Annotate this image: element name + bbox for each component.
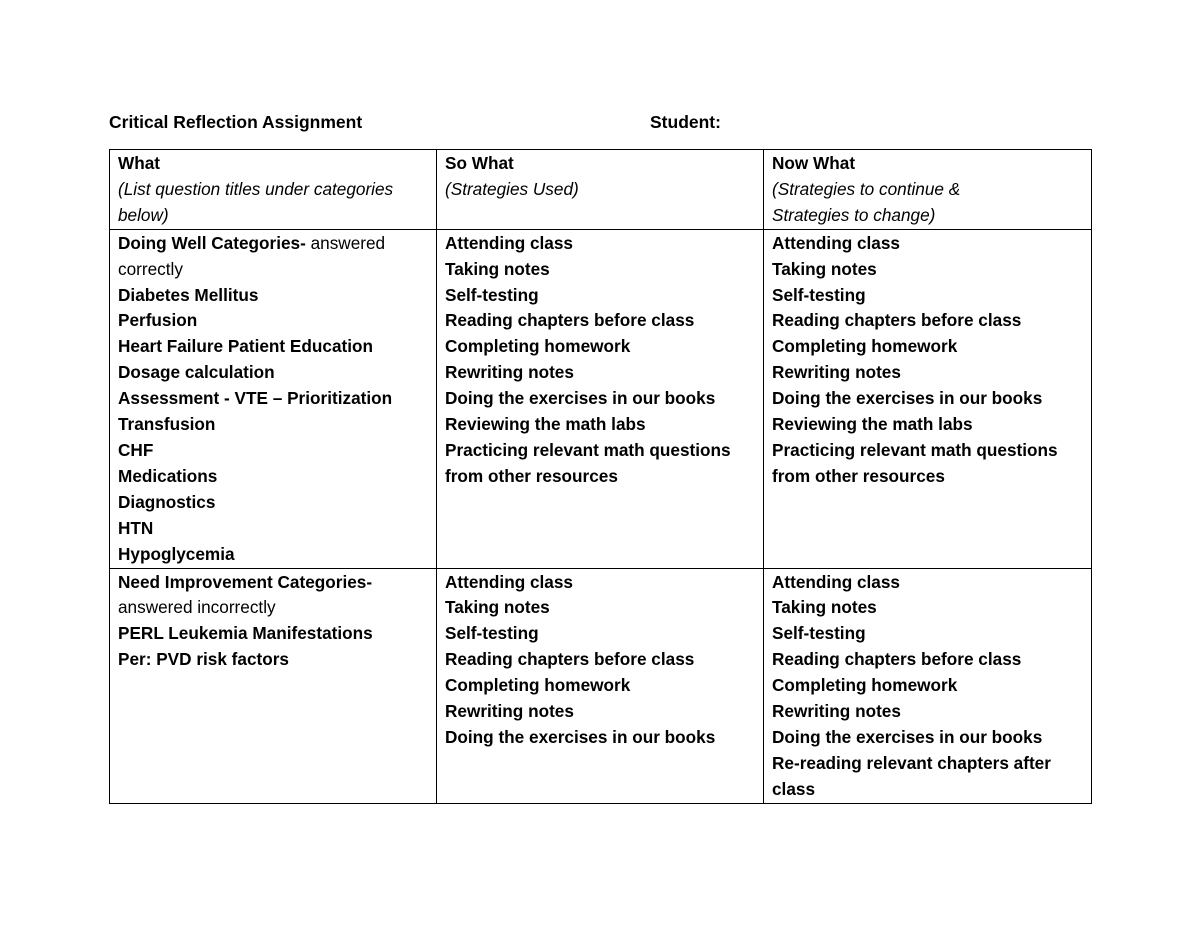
need-improvement-topics-cell — [110, 568, 437, 803]
column-subheading: (Strategies to continue & — [772, 178, 961, 199]
list-item: Doing the exercises in our books — [445, 726, 716, 747]
strategy-list — [772, 231, 1083, 490]
list-item: Medications — [118, 465, 218, 486]
list-item: Taking notes — [445, 597, 550, 618]
list-item: Diabetes Mellitus — [118, 284, 259, 305]
category-label: Doing Well Categories- — [118, 232, 306, 253]
list-item: Rewriting notes — [445, 701, 574, 722]
list-item: Doing the exercises in our books — [772, 726, 1043, 747]
column-heading: What — [118, 153, 161, 173]
list-item: Taking notes — [445, 258, 550, 279]
list-item: PERL Leukemia Manifestations — [118, 623, 373, 644]
list-item: Completing homework — [772, 675, 958, 696]
need-improvement-now-what-cell — [764, 568, 1092, 803]
list-item: Attending class — [445, 232, 573, 253]
list-item: HTN — [118, 517, 154, 538]
list-item: from other resources — [772, 465, 945, 486]
category-note: correctly — [118, 258, 183, 279]
document-header — [109, 112, 1091, 136]
list-item: Reading chapters before class — [445, 649, 695, 670]
doing-well-so-what-cell — [437, 229, 764, 568]
column-subheading: (Strategies Used) — [445, 178, 579, 199]
list-item: Reading chapters before class — [772, 310, 1022, 331]
table-row-need-improvement — [110, 568, 1092, 803]
list-item: Completing homework — [445, 675, 631, 696]
list-item: Re-reading relevant chapters after — [772, 752, 1051, 773]
list-item: Dosage calculation — [118, 362, 275, 383]
doing-well-topics-cell — [110, 229, 437, 568]
list-item: Taking notes — [772, 597, 877, 618]
header-cell-now-what — [764, 150, 1092, 230]
strategy-list — [772, 570, 1083, 803]
list-item: Transfusion — [118, 414, 216, 435]
list-item: Self-testing — [445, 623, 539, 644]
list-item: Rewriting notes — [772, 701, 901, 722]
list-item: Self-testing — [445, 284, 539, 305]
list-item: class — [772, 778, 816, 799]
need-improvement-so-what-cell — [437, 568, 764, 803]
list-item: Attending class — [772, 232, 900, 253]
list-item: Diagnostics — [118, 491, 216, 512]
category-label-line — [118, 231, 428, 257]
header-cell-so-what — [437, 150, 764, 230]
list-item: Completing homework — [445, 336, 631, 357]
list-item: Reading chapters before class — [445, 310, 695, 331]
list-item: Heart Failure Patient Education — [118, 336, 374, 357]
document-title: Critical Reflection Assignment — [109, 112, 363, 132]
column-subheading: below) — [118, 204, 169, 225]
list-item: Practicing relevant math questions — [772, 439, 1058, 460]
column-subheading: Strategies to change) — [772, 204, 936, 225]
list-item: from other resources — [445, 465, 618, 486]
table-row-doing-well — [110, 229, 1092, 568]
list-item: Practicing relevant math questions — [445, 439, 731, 460]
table-header-row — [110, 150, 1092, 230]
list-item: Rewriting notes — [445, 362, 574, 383]
list-item: Reviewing the math labs — [445, 414, 646, 435]
category-note: answered — [305, 232, 386, 253]
list-item: Doing the exercises in our books — [445, 388, 716, 409]
list-item: Per: PVD risk factors — [118, 649, 289, 670]
list-item: CHF — [118, 439, 154, 460]
column-subheading: (List question titles under categories — [118, 178, 394, 199]
list-item: Perfusion — [118, 310, 198, 331]
strategy-list — [445, 231, 755, 490]
list-item: Completing homework — [772, 336, 958, 357]
topic-list — [118, 621, 428, 673]
reflection-table — [109, 149, 1092, 804]
column-heading: So What — [445, 153, 514, 173]
category-note: answered incorrectly — [118, 597, 276, 618]
list-item: Assessment - VTE – Prioritization — [118, 388, 393, 409]
category-label: Need Improvement Categories- — [118, 571, 373, 592]
list-item: Rewriting notes — [772, 362, 901, 383]
header-cell-what — [110, 150, 437, 230]
list-item: Attending class — [772, 571, 900, 592]
list-item: Taking notes — [772, 258, 877, 279]
student-label: Student: — [650, 112, 721, 132]
list-item: Hypoglycemia — [118, 543, 235, 564]
list-item: Self-testing — [772, 623, 866, 644]
list-item: Doing the exercises in our books — [772, 388, 1043, 409]
topic-list — [118, 283, 428, 568]
list-item: Self-testing — [772, 284, 866, 305]
doing-well-now-what-cell — [764, 229, 1092, 568]
list-item: Reading chapters before class — [772, 649, 1022, 670]
strategy-list — [445, 570, 755, 751]
column-heading: Now What — [772, 153, 856, 173]
list-item: Reviewing the math labs — [772, 414, 973, 435]
list-item: Attending class — [445, 571, 573, 592]
